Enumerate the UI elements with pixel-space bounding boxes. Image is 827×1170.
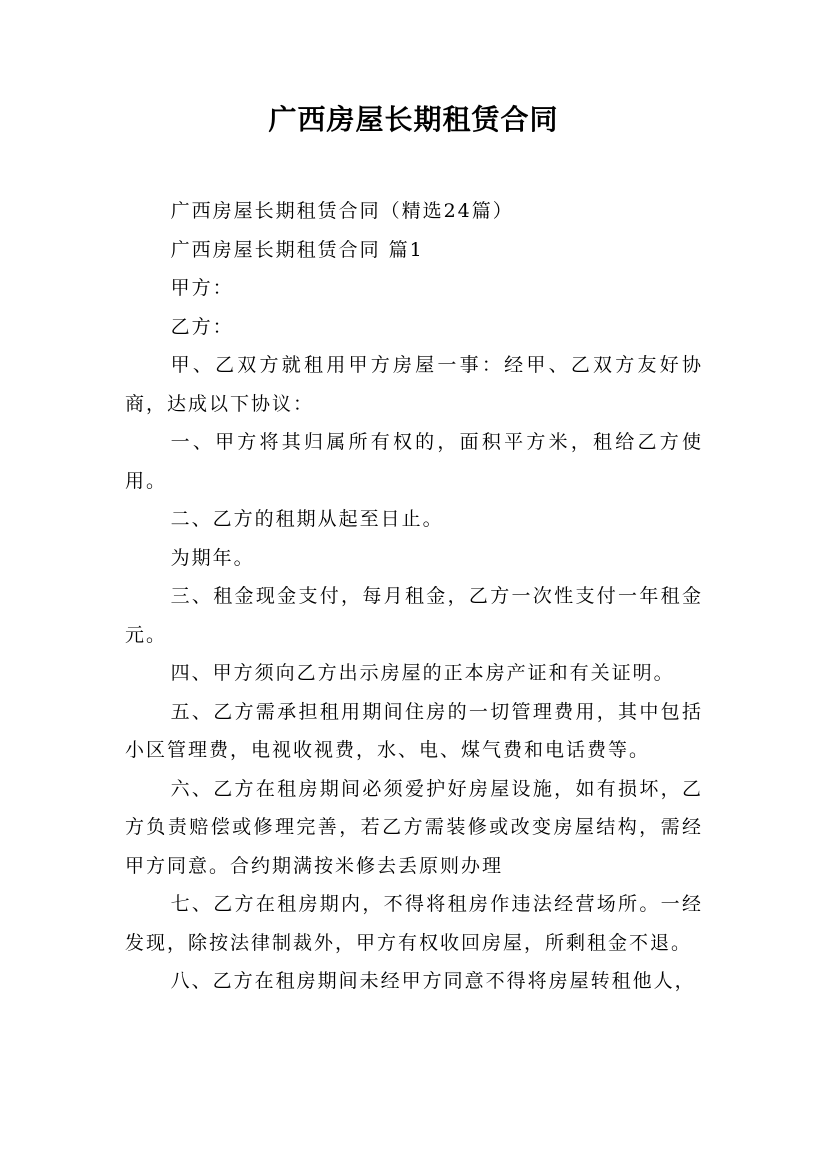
paragraph-preamble: 甲、乙双方就租用甲方房屋一事：经甲、乙双方友好协商，达成以下协议： bbox=[125, 354, 703, 415]
clause-2: 二、乙方的租期从起至日止。 bbox=[170, 508, 444, 530]
document-title: 广西房屋长期租赁合同 bbox=[268, 103, 559, 136]
paragraph-section-heading: 广西房屋长期租赁合同 篇1 bbox=[170, 238, 424, 261]
paragraph-subtitle: 广西房屋长期租赁合同（精选24篇） bbox=[170, 200, 514, 222]
clause-5: 五、乙方需承担租用期间住房的一切管理费用，其中包括小区管理费，电视收视费，水、电、煤气费和电话费等。 bbox=[125, 700, 703, 761]
paragraph-party-a: 甲方： bbox=[170, 277, 234, 299]
clause-2-term: 为期年。 bbox=[170, 546, 255, 569]
document-body bbox=[125, 192, 703, 1001]
clause-7: 七、乙方在租房期内，不得将租房作违法经营场所。一经发现，除按法律制裁外，甲方有权收回房屋，所剩租金不退。 bbox=[125, 893, 703, 954]
clause-8: 八、乙方在租房期间未经甲方同意不得将房屋转租他人， bbox=[170, 970, 696, 992]
clause-3: 三、租金现金支付，每月租金，乙方一次性支付一年租金元。 bbox=[125, 585, 703, 646]
clause-4: 四、甲方须向乙方出示房屋的正本房产证和有关证明。 bbox=[170, 662, 675, 684]
paragraph-party-b: 乙方： bbox=[170, 315, 234, 338]
clause-6: 六、乙方在租房期间必须爱护好房屋设施，如有损坏，乙方负责赔偿或修理完善，若乙方需装修或改变房屋结构，需经甲方同意。合约期满按米修去丢原则办理 bbox=[125, 777, 703, 877]
clause-1: 一、甲方将其归属所有权的，面积平方米，租给乙方使用。 bbox=[125, 431, 703, 492]
